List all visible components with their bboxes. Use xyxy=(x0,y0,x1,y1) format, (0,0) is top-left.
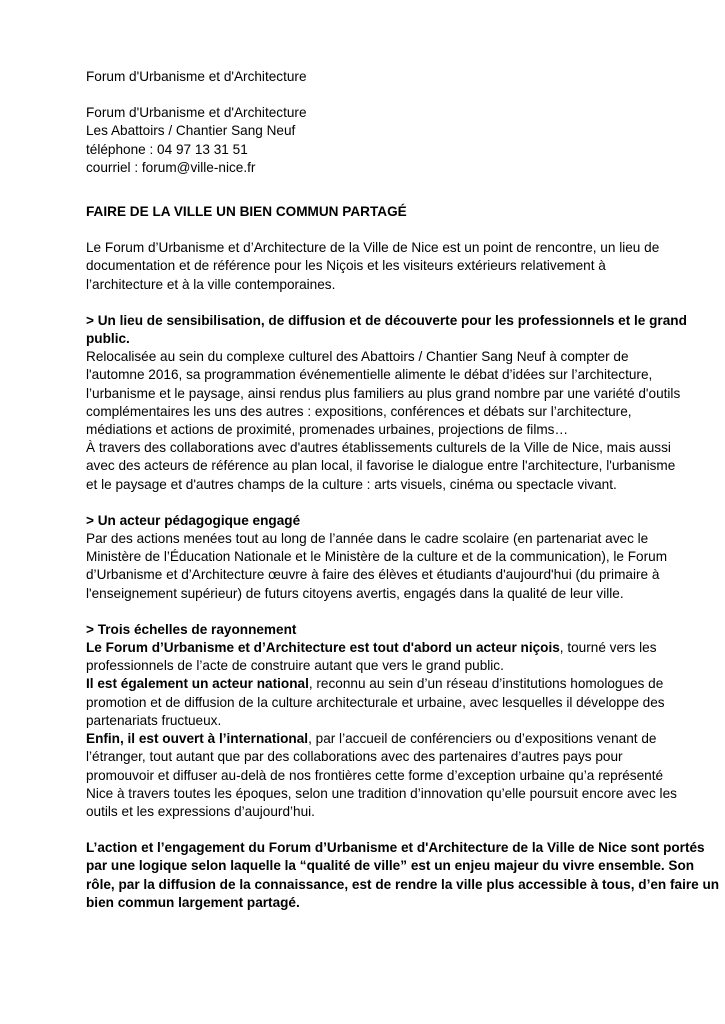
section-rayonnement xyxy=(86,621,696,821)
section-line: l'automne 2016, sa programmation événementielle alimente le débat d’idées sur l’architecture, xyxy=(86,367,653,383)
section-title: public. xyxy=(86,331,130,347)
contact-name: Forum d'Urbanisme et d'Architecture xyxy=(86,105,307,121)
intro-line: l’architecture et à la ville contemporaines. xyxy=(86,276,336,292)
document-title: Forum d'Urbanisme et d'Architecture xyxy=(86,69,307,84)
section-pedagogique xyxy=(86,512,696,603)
section-line: et le paysage et d'autres champs de la culture : arts visuels, cinéma ou spectacle vivant. xyxy=(86,476,617,492)
section-sensibilisation xyxy=(86,312,696,494)
contact-phone: téléphone : 04 97 13 31 51 xyxy=(86,141,248,157)
section-line xyxy=(86,639,696,657)
intro-line: documentation et de référence pour les Niçois et les visiteurs extérieurs relativement à xyxy=(86,258,606,274)
contact-address: Les Abattoirs / Chantier Sang Neuf xyxy=(86,123,296,139)
conclusion-line: par une logique selon laquelle la “qualité de ville” est un enjeu majeur du vivre ensemble. Son xyxy=(86,858,695,874)
intro-line: Le Forum d’Urbanisme et d’Architecture de la Ville de Nice est un point de rencontre, un lieu de xyxy=(86,240,660,256)
section-line: complémentaires les uns des autres : expositions, conférences et débats sur l’architecture, xyxy=(86,403,632,419)
emphasis-text: Enfin, il est ouvert à l’international xyxy=(86,731,309,747)
section-line xyxy=(86,730,696,748)
section-title: > Un acteur pédagogique engagé xyxy=(86,512,301,528)
conclusion-line: bien commun largement partagé. xyxy=(86,894,300,910)
section-line: partenariats fructueux. xyxy=(86,712,222,728)
section-line: avec des acteurs de référence au plan local, il favorise le dialogue entre l'architecture, l'urbanisme xyxy=(86,458,676,474)
section-line: l’urbanisme et le paysage, ainsi rendus plus familiers au plus grand nombre par une variété d'outils xyxy=(86,385,681,401)
body-text: , reconnu au sein d’un réseau d’institutions homologues de xyxy=(308,676,664,692)
section-line: outils et les expressions d’aujourd’hui. xyxy=(86,803,315,819)
section-line: l’étranger, tout autant que par des collaborations avec des partenaires d’autres pays pour xyxy=(86,749,623,765)
section-title: > Un lieu de sensibilisation, de diffusion et de découverte pour les professionnels et le grand xyxy=(86,312,687,328)
conclusion-paragraph xyxy=(86,839,720,912)
section-line: médiations et actions de proximité, promenades urbaines, projections de films… xyxy=(86,422,569,438)
document-body xyxy=(86,68,720,912)
section-line xyxy=(86,675,696,693)
contact-block xyxy=(86,104,696,177)
conclusion-line: L’action et l’engagement du Forum d’Urbanisme et d'Architecture de la Ville de Nice sont portés xyxy=(86,840,705,856)
body-text: , par l’accueil de conférenciers ou d’expositions venant de xyxy=(308,731,657,747)
section-line: Relocalisée au sein du complexe culturel des Abattoirs / Chantier Sang Neuf à compter de xyxy=(86,349,629,365)
section-line: l'enseignement supérieur) de futurs citoyens avertis, engagés dans la qualité de leur ville. xyxy=(86,585,624,601)
section-line: promotion et de diffusion de la culture architecturale et urbaine, avec lesquelles il développe des xyxy=(86,694,665,710)
section-line: Ministère de l’Éducation Nationale et le Ministère de la culture et de la communication), le Forum xyxy=(86,549,668,565)
emphasis-text: Il est également un acteur national xyxy=(86,676,309,692)
main-heading: FAIRE DE LA VILLE UN BIEN COMMUN PARTAGÉ xyxy=(86,204,407,220)
section-line: professionnels de l’acte de construire autant que vers le grand public. xyxy=(86,658,504,674)
contact-email: courriel : forum@ville-nice.fr xyxy=(86,159,256,175)
section-line: À travers des collaborations avec d'autres établissements culturels de la Ville de Nice, mais aussi xyxy=(86,440,671,456)
section-line: d’Urbanisme et d’Architecture œuvre à faire des élèves et étudiants d'aujourd'hui (du primaire à xyxy=(86,567,660,583)
emphasis-text: Le Forum d’Urbanisme et d’Architecture est tout d'abord un acteur niçois xyxy=(86,640,560,656)
conclusion-line: rôle, par la diffusion de la connaissance, est de rendre la ville plus accessible à tous, d’en faire un xyxy=(86,876,720,892)
section-line: promouvoir et diffuser au-delà de nos frontières cette forme d’exception urbaine qu’a représenté xyxy=(86,767,664,783)
section-line: Par des actions menées tout au long de l’année dans le cadre scolaire (en partenariat avec le xyxy=(86,531,649,547)
body-text: , tourné vers les xyxy=(559,640,657,656)
section-line: Nice à travers toutes les époques, selon une tradition d’innovation qu’elle poursuit encore avec les xyxy=(86,785,677,801)
intro-paragraph xyxy=(86,239,696,294)
section-title: > Trois échelles de rayonnement xyxy=(86,621,297,637)
